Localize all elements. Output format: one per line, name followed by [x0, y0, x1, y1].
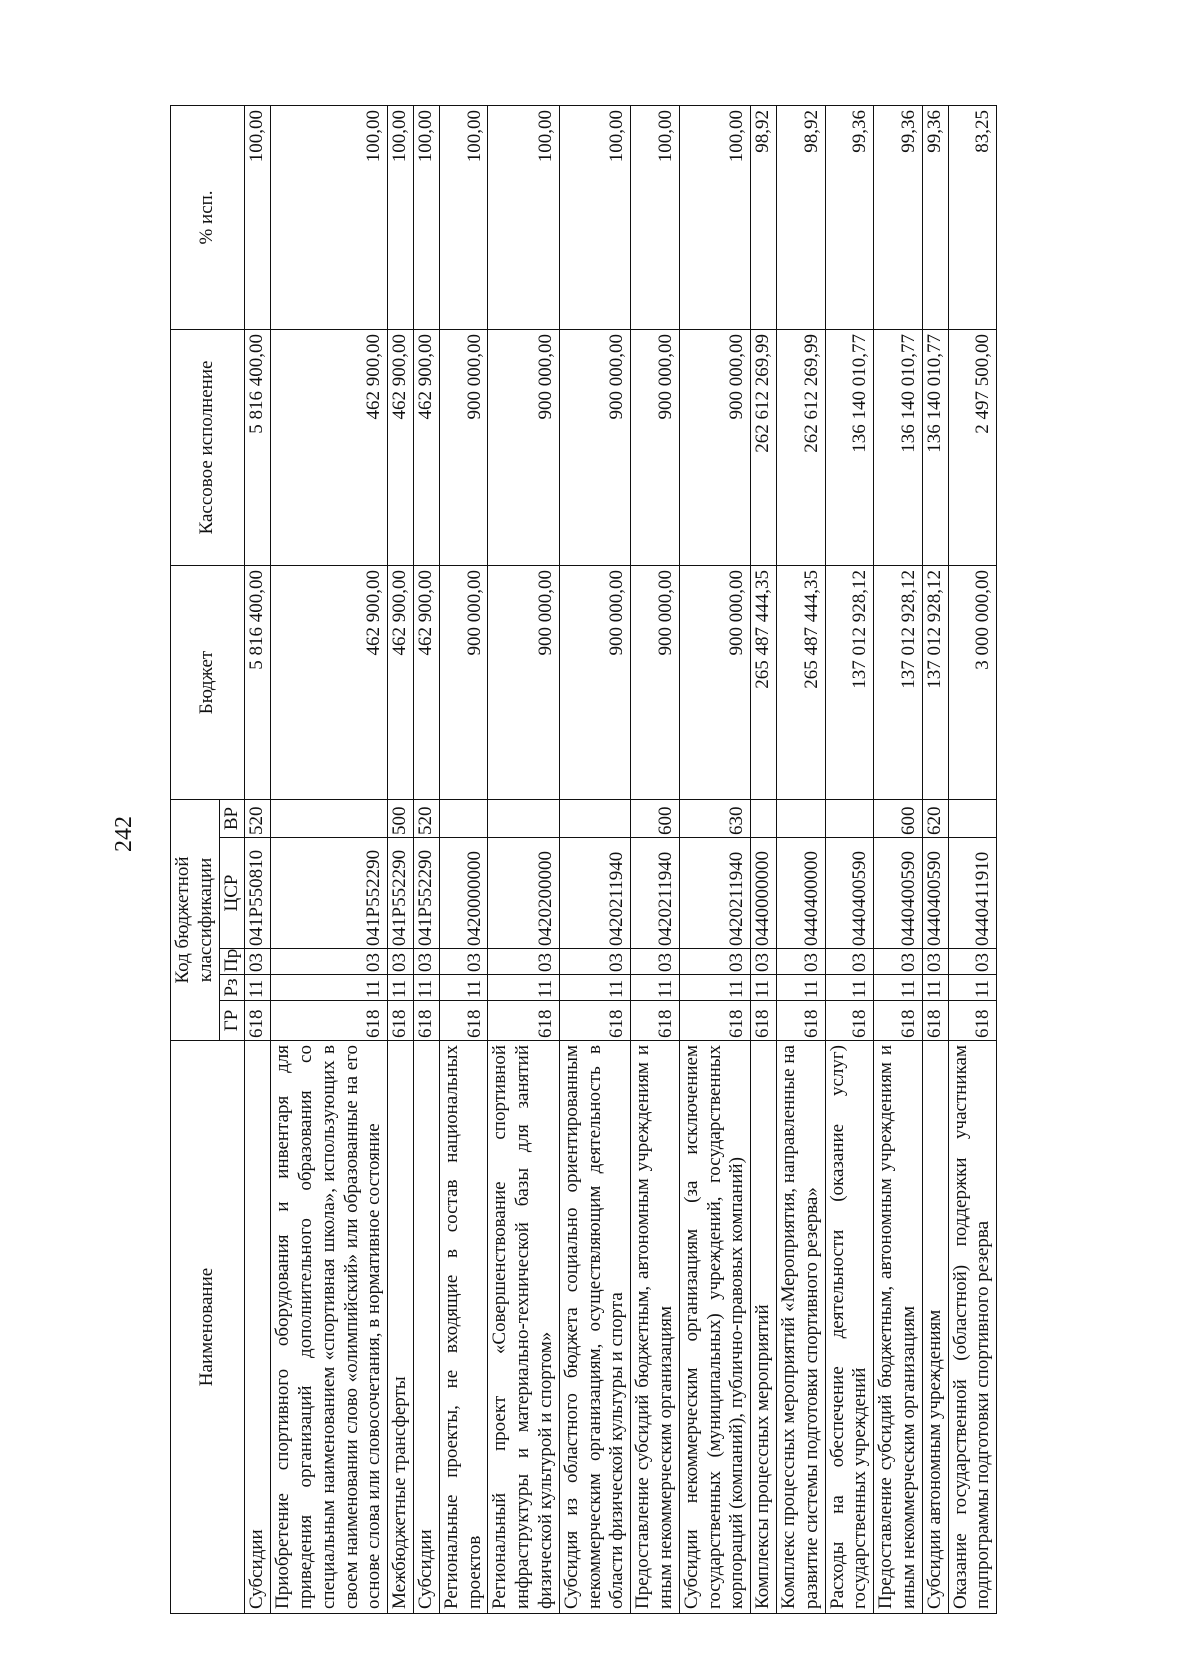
row-budget: 462 900,00: [388, 565, 414, 799]
row-budget: 265 487 444,35: [776, 565, 825, 799]
row-rz: 11: [631, 975, 680, 1001]
row-rz: 11: [388, 975, 414, 1001]
table-row: [271, 105, 388, 1613]
table-header-row: [171, 105, 220, 1613]
row-pr: 03: [388, 949, 414, 975]
row-budget: 900 000,00: [559, 565, 630, 799]
row-name: Субсидии: [245, 1041, 271, 1614]
row-pr: 03: [245, 949, 271, 975]
row-budget: 5 816 400,00: [245, 565, 271, 799]
row-name: Региональные проекты, не входящие в состав национальных проектов: [439, 1041, 488, 1614]
row-gr: 618: [245, 1001, 271, 1041]
row-pr: 03: [948, 949, 997, 975]
header-rz: Рз: [219, 975, 245, 1001]
row-csr: 0420211940: [631, 838, 680, 949]
row-cash: 462 900,00: [388, 329, 414, 565]
header-pct: % исп.: [171, 105, 245, 329]
row-pct: 83,25: [948, 105, 997, 329]
row-vr: [271, 799, 388, 837]
row-csr: 0440411910: [948, 838, 997, 949]
rotated-table-container: [170, 106, 1115, 1614]
row-vr: 600: [874, 799, 923, 837]
row-cash: 136 140 010,77: [825, 329, 874, 565]
row-name: Комплекс процессных мероприятий «Мероприятия, направленные на развитие системы подготовки спортивного резерва»: [776, 1041, 825, 1614]
row-csr: 0440400590: [874, 838, 923, 949]
row-pct: 100,00: [388, 105, 414, 329]
row-budget: 265 487 444,35: [751, 565, 777, 799]
row-pr: 03: [631, 949, 680, 975]
row-name: Субсидии автономным учреждениям: [922, 1041, 948, 1614]
row-vr: 500: [388, 799, 414, 837]
row-pr: 03: [413, 949, 439, 975]
row-csr: 0440400000: [776, 838, 825, 949]
row-pct: 100,00: [245, 105, 271, 329]
header-name: Наименование: [171, 1041, 245, 1614]
page-number: 242: [111, 816, 137, 852]
row-cash: 900 000,00: [631, 329, 680, 565]
header-code-group: Код бюджетной классификации: [171, 799, 220, 1040]
row-pr: 03: [776, 949, 825, 975]
header-cash: Кассовое исполнение: [171, 329, 245, 565]
row-gr: 618: [559, 1001, 630, 1041]
row-vr: [559, 799, 630, 837]
table-row: [488, 105, 559, 1613]
header-vr: ВР: [219, 799, 245, 837]
row-rz: 11: [825, 975, 874, 1001]
row-pct: 100,00: [679, 105, 750, 329]
row-pct: 100,00: [559, 105, 630, 329]
row-gr: 618: [679, 1001, 750, 1041]
row-gr: 618: [751, 1001, 777, 1041]
row-csr: 0420211940: [559, 838, 630, 949]
table-row: [388, 105, 414, 1613]
row-pr: 03: [439, 949, 488, 975]
row-rz: 11: [874, 975, 923, 1001]
row-pct: 100,00: [631, 105, 680, 329]
row-cash: 136 140 010,77: [874, 329, 923, 565]
row-vr: [488, 799, 559, 837]
budget-table: [170, 105, 997, 1614]
row-budget: 900 000,00: [488, 565, 559, 799]
row-name: Расходы на обеспечение деятельности (оказание услуг) государственных учреждений: [825, 1041, 874, 1614]
row-csr: 041P552290: [413, 838, 439, 949]
row-rz: 11: [413, 975, 439, 1001]
row-cash: 136 140 010,77: [922, 329, 948, 565]
row-cash: 262 612 269,99: [776, 329, 825, 565]
row-rz: 11: [948, 975, 997, 1001]
table-row: [559, 105, 630, 1613]
row-pct: 99,36: [922, 105, 948, 329]
row-budget: 462 900,00: [413, 565, 439, 799]
row-rz: 11: [679, 975, 750, 1001]
row-rz: 11: [751, 975, 777, 1001]
row-gr: 618: [874, 1001, 923, 1041]
row-pct: 99,36: [825, 105, 874, 329]
row-csr: 0420211940: [679, 838, 750, 949]
row-cash: 262 612 269,99: [751, 329, 777, 565]
row-csr: 0440400590: [922, 838, 948, 949]
row-rz: 11: [559, 975, 630, 1001]
table-row: [825, 105, 874, 1613]
header-budget: Бюджет: [171, 565, 245, 799]
row-gr: 618: [631, 1001, 680, 1041]
row-cash: 462 900,00: [271, 329, 388, 565]
row-pr: 03: [559, 949, 630, 975]
row-gr: 618: [388, 1001, 414, 1041]
row-gr: 618: [271, 1001, 388, 1041]
row-gr: 618: [488, 1001, 559, 1041]
row-vr: [439, 799, 488, 837]
table-row: [874, 105, 923, 1613]
row-gr: 618: [413, 1001, 439, 1041]
row-pct: 100,00: [271, 105, 388, 329]
row-csr: 0440400590: [825, 838, 874, 949]
header-csr: ЦСР: [219, 838, 245, 949]
row-pr: 03: [825, 949, 874, 975]
row-pct: 99,36: [874, 105, 923, 329]
row-pr: 03: [874, 949, 923, 975]
row-pct: 100,00: [439, 105, 488, 329]
row-csr: 0440000000: [751, 838, 777, 949]
row-name: Предоставление субсидий бюджетным, автономным учреждениям и иным некоммерческим организациям: [631, 1041, 680, 1614]
row-vr: 520: [413, 799, 439, 837]
row-budget: 462 900,00: [271, 565, 388, 799]
row-name: Субсидии некоммерческим организациям (за исключением государственных (муниципальных) учреждений, государственных корпораций (компаний), публично-правовых компаний): [679, 1041, 750, 1614]
table-row: [679, 105, 750, 1613]
row-pct: 100,00: [488, 105, 559, 329]
row-csr: 0420200000: [488, 838, 559, 949]
row-pct: 98,92: [776, 105, 825, 329]
row-name: Межбюджетные трансферты: [388, 1041, 414, 1614]
row-name: Приобретение спортивного оборудования и инвентаря для приведения организаций дополнительного образования со специальным наименованием «спортивная школа», использующих в своем наименовании слово «олимпийский» или образованные на его основе слова или словосочетания, в нормативное состояние: [271, 1041, 388, 1614]
row-cash: 900 000,00: [679, 329, 750, 565]
table-row: [245, 105, 271, 1613]
row-csr: 0420000000: [439, 838, 488, 949]
table-row: [948, 105, 997, 1613]
row-name: Оказание государственной (областной) поддержки участникам подпрограммы подготовки спортивного резерва: [948, 1041, 997, 1614]
row-cash: 5 816 400,00: [245, 329, 271, 565]
row-budget: 900 000,00: [679, 565, 750, 799]
row-vr: 620: [922, 799, 948, 837]
row-gr: 618: [776, 1001, 825, 1041]
row-cash: 900 000,00: [439, 329, 488, 565]
row-gr: 618: [922, 1001, 948, 1041]
row-csr: 041P550810: [245, 838, 271, 949]
header-pr: Пр: [219, 949, 245, 975]
row-pr: 03: [751, 949, 777, 975]
row-vr: [948, 799, 997, 837]
row-rz: 11: [271, 975, 388, 1001]
row-pr: 03: [679, 949, 750, 975]
row-cash: 900 000,00: [559, 329, 630, 565]
row-name: Субсидия из областного бюджета социально ориентированным некоммерческим организациям, осуществляющим деятельность в области физической культуры и спорта: [559, 1041, 630, 1614]
row-rz: 11: [245, 975, 271, 1001]
row-budget: 137 012 928,12: [825, 565, 874, 799]
row-budget: 900 000,00: [439, 565, 488, 799]
row-rz: 11: [488, 975, 559, 1001]
row-budget: 137 012 928,12: [874, 565, 923, 799]
row-pr: 03: [488, 949, 559, 975]
row-budget: 3 000 000,00: [948, 565, 997, 799]
row-pr: 03: [271, 949, 388, 975]
row-rz: 11: [922, 975, 948, 1001]
row-pr: 03: [922, 949, 948, 975]
row-csr: 041P552290: [271, 838, 388, 949]
row-cash: 2 497 500,00: [948, 329, 997, 565]
row-vr: [751, 799, 777, 837]
row-rz: 11: [776, 975, 825, 1001]
row-budget: 900 000,00: [631, 565, 680, 799]
row-cash: 462 900,00: [413, 329, 439, 565]
row-name: Региональный проект «Совершенствование спортивной инфраструктуры и материально-технической базы для занятий физической культурой и спортом»: [488, 1041, 559, 1614]
row-csr: 041P552290: [388, 838, 414, 949]
row-cash: 900 000,00: [488, 329, 559, 565]
row-vr: 630: [679, 799, 750, 837]
row-vr: [776, 799, 825, 837]
row-pct: 100,00: [413, 105, 439, 329]
table-row: [922, 105, 948, 1613]
row-rz: 11: [439, 975, 488, 1001]
row-name: Субсидии: [413, 1041, 439, 1614]
row-budget: 137 012 928,12: [922, 565, 948, 799]
row-vr: 520: [245, 799, 271, 837]
row-vr: [825, 799, 874, 837]
row-name: Предоставление субсидий бюджетным, автономным учреждениям и иным некоммерческим организациям: [874, 1041, 923, 1614]
row-pct: 98,92: [751, 105, 777, 329]
row-name: Комплексы процессных мероприятий: [751, 1041, 777, 1614]
table-row: [631, 105, 680, 1613]
row-gr: 618: [439, 1001, 488, 1041]
row-gr: 618: [948, 1001, 997, 1041]
table-row: [439, 105, 488, 1613]
header-gr: ГР: [219, 1001, 245, 1041]
table-row: [751, 105, 777, 1613]
table-row: [776, 105, 825, 1613]
row-vr: 600: [631, 799, 680, 837]
row-gr: 618: [825, 1001, 874, 1041]
table-row: [413, 105, 439, 1613]
